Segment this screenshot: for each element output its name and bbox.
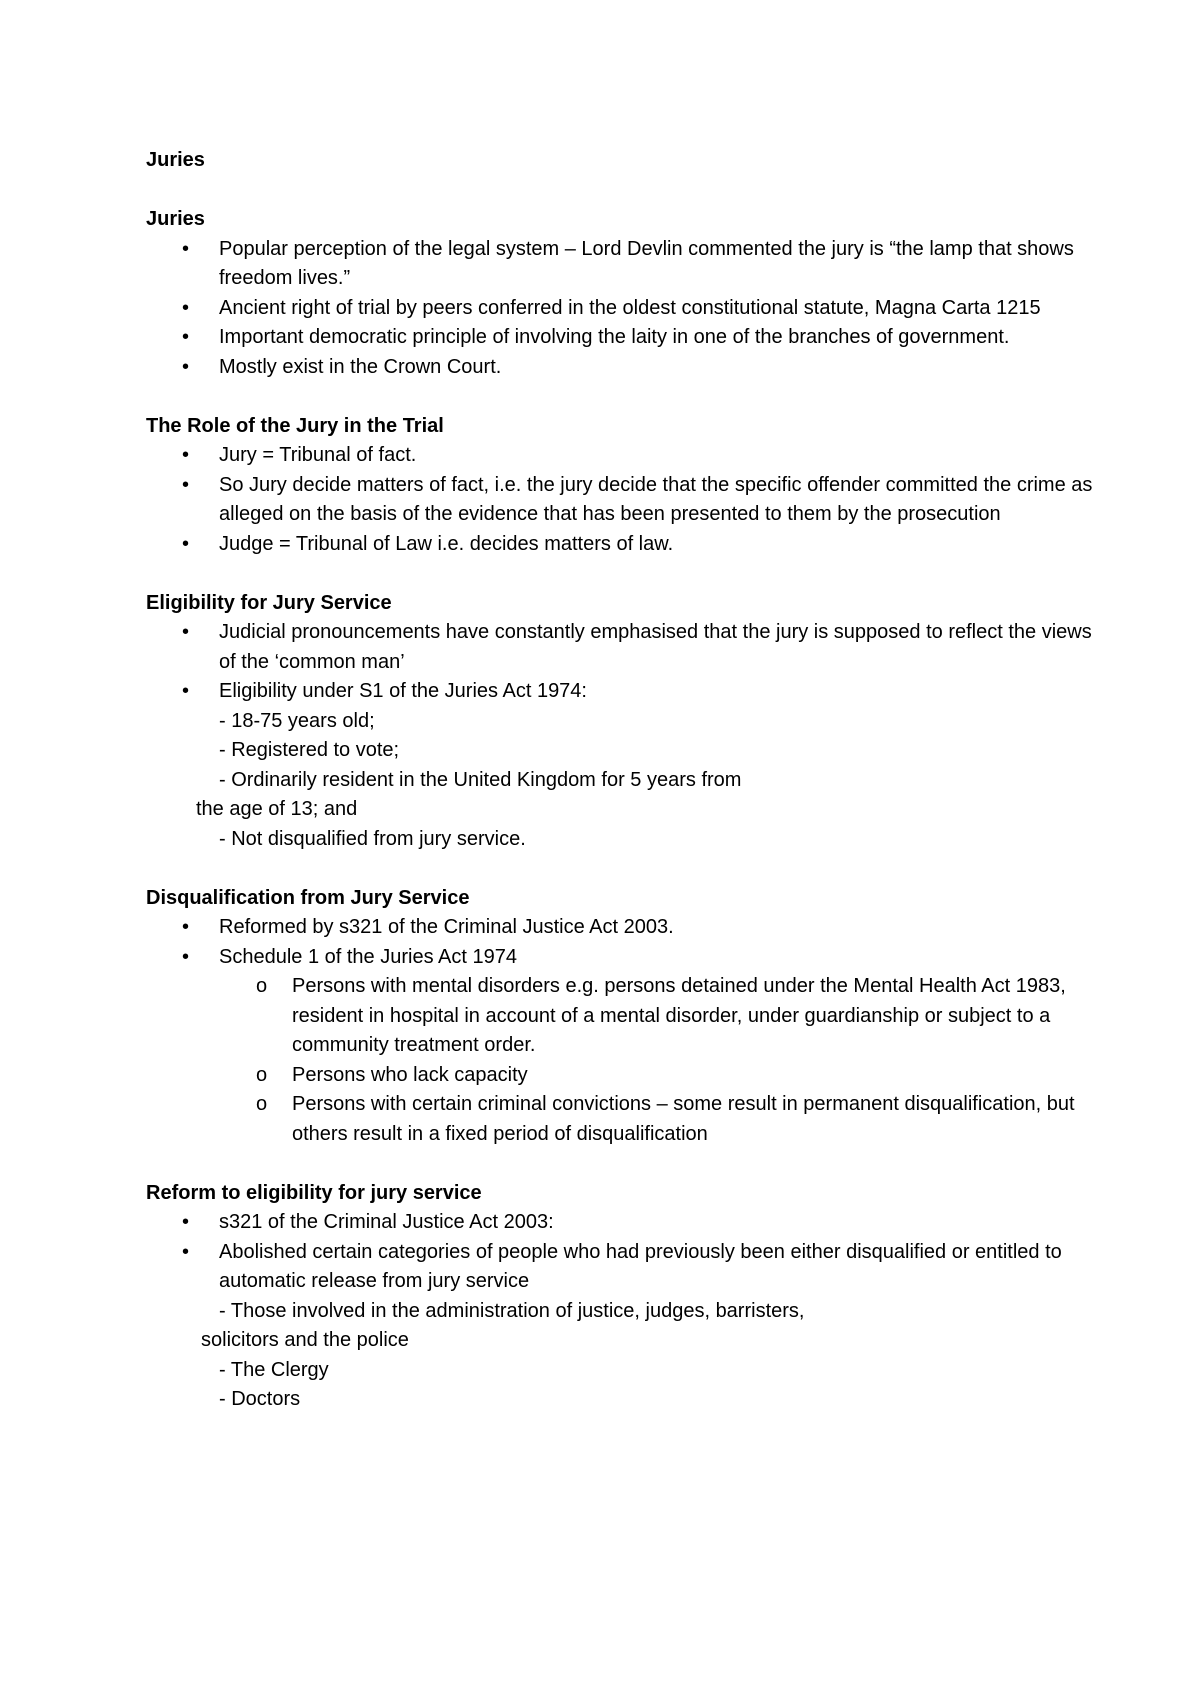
bullet-icon: • [182, 326, 190, 348]
dash-item: - 18-75 years old; [219, 709, 375, 732]
section-heading: Disqualification from Jury Service [146, 886, 470, 909]
sub-list-item: o Persons who lack capacity [146, 1061, 1096, 1091]
bullet-icon: • [182, 1240, 190, 1263]
bullet-icon: • [182, 621, 190, 643]
dash-item: - Not disqualified from jury service. [219, 827, 526, 850]
section-disqualification [146, 884, 1096, 1150]
bullet-icon: • [182, 1211, 190, 1233]
bullet-icon: • [182, 355, 190, 378]
list-item: • s321 of the Criminal Justice Act 2003: [146, 1208, 1096, 1238]
bullet-icon: • [182, 680, 190, 702]
bullet-icon: • [182, 237, 190, 260]
list-item: • Ancient right of trial by peers conferred in the oldest constitutional statute, Magna Carta 1215 [146, 294, 1096, 324]
continuation-line: the age of 13; and [196, 798, 358, 820]
sub-list-item: o Persons with mental disorders e.g. persons detained under the Mental Health Act 1983, resident in hospital in account of a mental disorder, under guardianship or subject to a community treatment order. [146, 972, 1096, 1061]
bullet-icon: • [182, 444, 190, 466]
dash-item: - Registered to vote; [219, 739, 400, 761]
document-title: Juries [146, 149, 205, 171]
list-item: • Important democratic principle of involving the laity in one of the branches of government. [146, 323, 1096, 353]
list-item: • Schedule 1 of the Juries Act 1974 [146, 943, 1096, 973]
sub-list-item: o Persons with certain criminal convictions – some result in permanent disqualification, but others result in a fixed period of disqualification [146, 1090, 1096, 1149]
section-juries [146, 205, 1096, 382]
bullet-icon: • [182, 945, 190, 968]
section-reform [146, 1179, 1096, 1415]
dash-item: - The Clergy [219, 1358, 329, 1381]
section-role-of-jury [146, 412, 1096, 560]
list-item: • Mostly exist in the Crown Court. [146, 353, 1096, 383]
list-item: • So Jury decide matters of fact, i.e. the jury decide that the specific offender committed the crime as alleged on the basis of the evidence that has been presented to them by the prosecution [146, 471, 1096, 530]
bullet-icon: • [182, 532, 190, 555]
section-heading: The Role of the Jury in the Trial [146, 414, 444, 437]
circle-bullet-icon: o [256, 1063, 268, 1086]
list-item: • Eligibility under S1 of the Juries Act 1974: [146, 677, 1096, 707]
section-eligibility [146, 589, 1096, 855]
bullet-icon: • [182, 296, 190, 319]
section-heading: Juries [146, 208, 205, 230]
section-heading: Eligibility for Jury Service [146, 591, 392, 614]
list-item: • Judicial pronouncements have constantly emphasised that the jury is supposed to reflect the views of the ‘common man’ [146, 618, 1096, 677]
list-item: • Abolished certain categories of people who had previously been either disqualified or entitled to automatic release from jury service [146, 1238, 1096, 1297]
continuation-line: solicitors and the police [201, 1329, 409, 1351]
list-item: • Reformed by s321 of the Criminal Justice Act 2003. [146, 913, 1096, 943]
document-body [146, 205, 1096, 1444]
list-item: • Jury = Tribunal of fact. [146, 441, 1096, 471]
dash-item: - Ordinarily resident in the United Kingdom for 5 years from [219, 768, 742, 791]
dash-item: - Doctors [219, 1388, 301, 1410]
list-item: • Judge = Tribunal of Law i.e. decides matters of law. [146, 530, 1096, 560]
section-heading: Reform to eligibility for jury service [146, 1181, 482, 1204]
circle-bullet-icon: o [256, 975, 268, 997]
list-item: • Popular perception of the legal system – Lord Devlin commented the jury is “the lamp that shows freedom lives.” [146, 235, 1096, 294]
circle-bullet-icon: o [256, 1093, 268, 1115]
bullet-icon: • [182, 916, 190, 938]
dash-item: - Those involved in the administration of justice, judges, barristers, [219, 1299, 805, 1322]
bullet-icon: • [182, 473, 190, 496]
